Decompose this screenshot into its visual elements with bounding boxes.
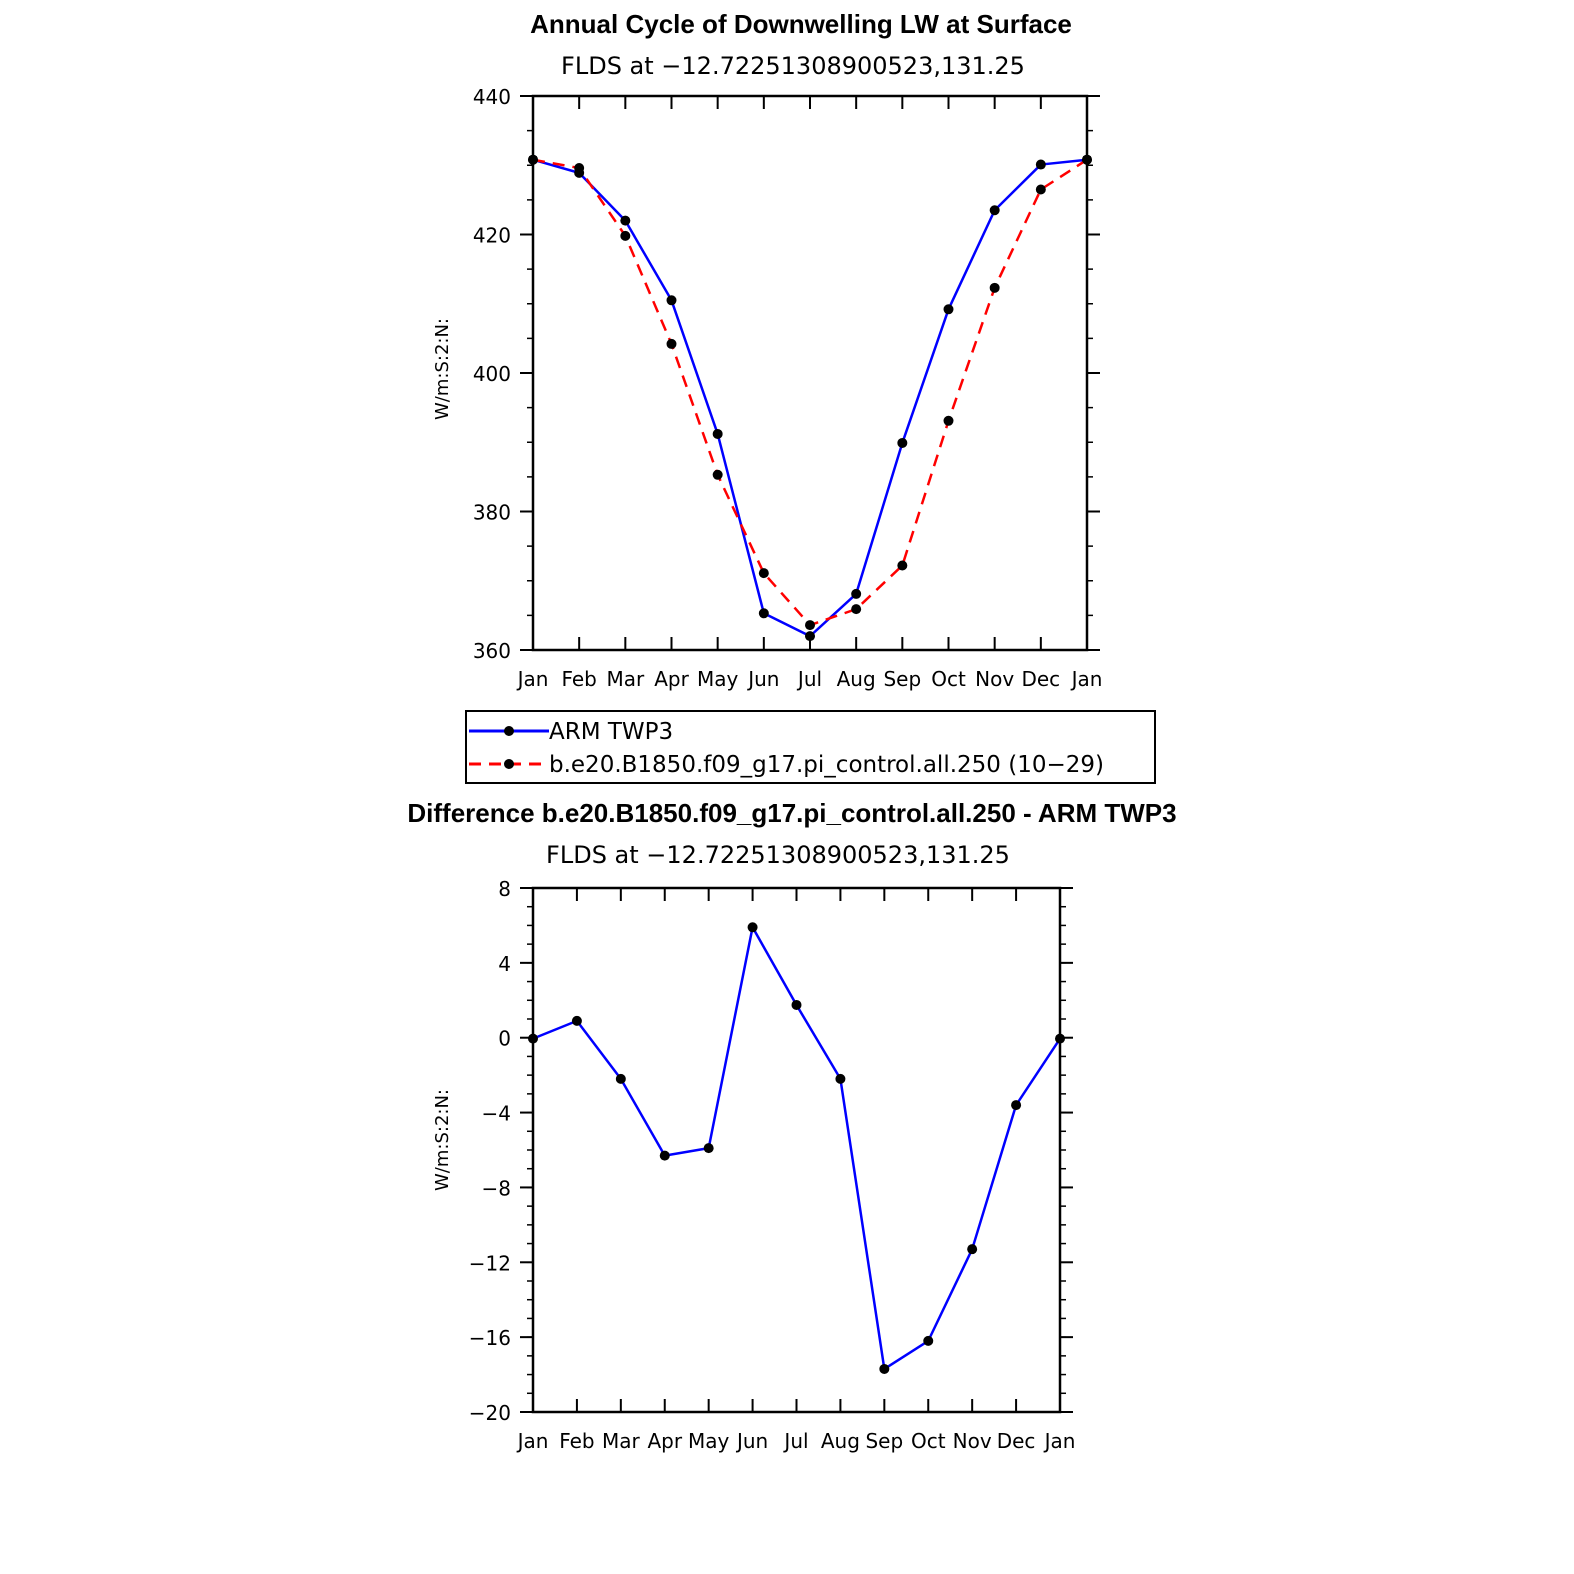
data-point [944, 304, 954, 314]
x-tick-label: Oct [931, 667, 966, 691]
x-tick-label: Jan [517, 667, 549, 691]
data-point [1011, 1100, 1021, 1110]
legend-label-model: b.e20.B1850.f09_g17.pi_control.all.250 (10−29) [549, 752, 1104, 778]
plot-area [469, 877, 1076, 1453]
x-tick-label: May [687, 1429, 730, 1453]
data-point [572, 1016, 582, 1026]
data-point [759, 568, 769, 578]
x-tick-label: Feb [559, 1429, 595, 1453]
x-tick-label: Mar [606, 667, 645, 691]
plot-frame [533, 96, 1087, 650]
data-point [1036, 184, 1046, 194]
x-tick-label: Jan [1071, 667, 1103, 691]
x-tick-label: Aug [820, 1429, 860, 1453]
x-tick-label: Aug [836, 667, 876, 691]
chart-title: Difference b.e20.B1850.f09_g17.pi_control.all.250 - ARM TWP3 [407, 798, 1177, 828]
y-tick-label: −12 [468, 1251, 511, 1276]
x-tick-label: Nov [975, 667, 1015, 691]
data-point [620, 216, 630, 226]
x-tick-label: Sep [883, 667, 922, 691]
x-tick-label: Jan [1044, 1429, 1076, 1453]
x-tick-label: Feb [561, 667, 597, 691]
data-point [835, 1074, 845, 1084]
x-tick-label: Sep [865, 1429, 904, 1453]
data-point [660, 1151, 670, 1161]
y-tick-label: 4 [498, 951, 511, 976]
series-line-0 [533, 927, 1060, 1369]
data-point [805, 631, 815, 641]
x-tick-label: Apr [647, 1429, 683, 1453]
y-tick-label: −4 [481, 1101, 511, 1126]
x-tick-label: Jan [517, 1429, 549, 1453]
data-point [879, 1364, 889, 1374]
x-tick-label: Dec [996, 1429, 1036, 1453]
data-point [923, 1336, 933, 1346]
y-tick-label: 440 [472, 85, 511, 109]
y-tick-label: 360 [472, 639, 511, 663]
data-point [713, 470, 723, 480]
data-point [704, 1143, 714, 1153]
data-point [759, 608, 769, 618]
x-tick-label: Dec [1021, 667, 1061, 691]
data-point [528, 1034, 538, 1044]
data-point [667, 295, 677, 305]
data-point [897, 438, 907, 448]
data-point [713, 429, 723, 439]
chart-subtitle: FLDS at −12.72251308900523,131.25 [561, 52, 1025, 80]
chart-title: Annual Cycle of Downwelling LW at Surface [530, 9, 1072, 39]
data-point [1055, 1034, 1065, 1044]
data-point [792, 1000, 802, 1010]
legend-label-arm: ARM TWP3 [549, 719, 674, 745]
series-line-0 [533, 160, 1087, 636]
x-tick-label: Jun [748, 667, 780, 691]
y-tick-label: 8 [498, 877, 511, 901]
legend-marker-arm [504, 726, 514, 736]
legend-marker-model [504, 759, 514, 769]
x-tick-label: Mar [601, 1429, 640, 1453]
data-point [897, 561, 907, 571]
data-point [620, 231, 630, 241]
data-point [616, 1074, 626, 1084]
plot-frame [533, 888, 1060, 1412]
data-point [748, 922, 758, 932]
data-point [990, 205, 1000, 215]
y-tick-label: −8 [481, 1176, 511, 1201]
chart-subtitle: FLDS at −12.72251308900523,131.25 [546, 841, 1010, 869]
legend [466, 711, 1155, 783]
data-point [944, 416, 954, 426]
x-tick-label: Apr [654, 667, 689, 691]
x-tick-label: Oct [910, 1429, 946, 1453]
x-tick-label: Nov [952, 1429, 992, 1453]
data-point [528, 155, 538, 165]
y-tick-label: 420 [472, 223, 511, 248]
data-point [990, 283, 1000, 293]
data-point [851, 589, 861, 599]
x-tick-label: May [696, 667, 739, 691]
data-point [967, 1244, 977, 1254]
y-tick-label: 0 [498, 1026, 511, 1051]
plot-area [473, 85, 1103, 691]
data-point [667, 339, 677, 349]
x-tick-label: Jul [784, 1429, 809, 1453]
data-point [851, 604, 861, 614]
data-point [1036, 160, 1046, 170]
difference-chart [407, 798, 1176, 1453]
x-tick-label: Jun [736, 1429, 769, 1453]
annual-cycle-chart [432, 9, 1155, 783]
y-tick-label: −20 [468, 1401, 511, 1425]
y-tick-label: 400 [472, 362, 511, 386]
data-point [1082, 155, 1092, 165]
y-tick-label: 380 [472, 500, 511, 525]
y-axis-label: W/m:S:2:N: [432, 318, 453, 420]
y-tick-label: −16 [468, 1326, 511, 1351]
data-point [805, 620, 815, 630]
series-line-1 [533, 160, 1087, 625]
y-axis-label: W/m:S:2:N: [432, 1089, 453, 1191]
x-tick-label: Jul [797, 667, 823, 691]
data-point [574, 163, 584, 173]
